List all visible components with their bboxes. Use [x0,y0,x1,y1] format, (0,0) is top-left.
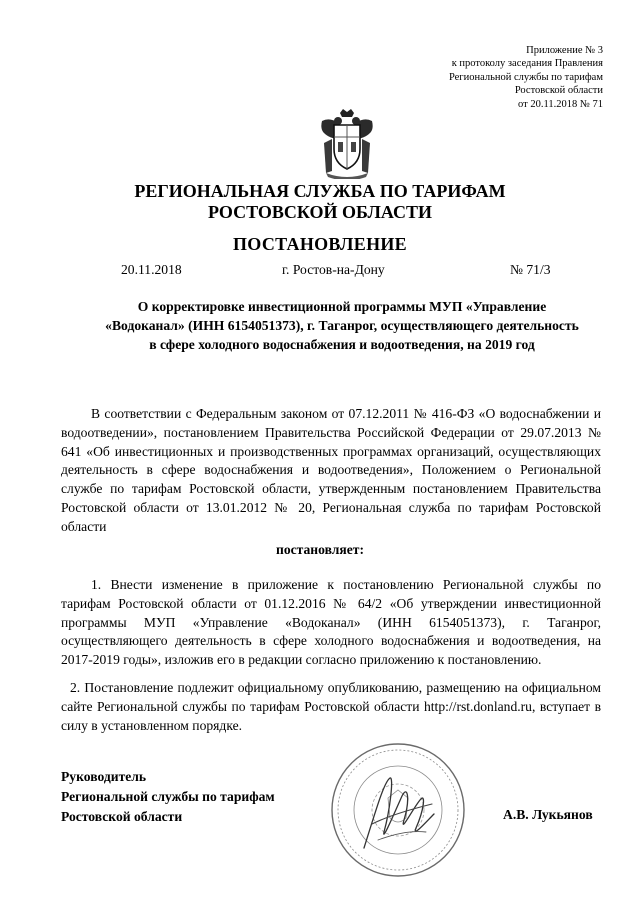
preamble-paragraph: В соответствии с Федеральным законом от 07.12.2011 № 416-ФЗ «О водоснабжении и водоотведении», постановлением Правительства Российской Федерации от 29.07.2013 № 641 «Об инвестиционных и производственных программах организаций, осуществляющих деятельность в сфере водоснабжения и водоотведения», Положением о Региональной службе по тарифам Ростовской области, утвержденным постановлением Правительства Ростовской области от 13.01.2012 № 20, Региональная служба по тарифам Ростовской области [61,406,601,534]
signatory-title [61,767,275,826]
annex-line: к протоколу заседания Правления [451,58,603,70]
annex-reference [373,44,603,111]
signatory-title-line: Региональной службы по тарифам [61,788,275,804]
organization-name-line2: РОСТОВСКОЙ ОБЛАСТИ [208,202,432,222]
coat-of-arms-icon [316,109,378,179]
document-number: № 71/3 [510,262,551,277]
handwritten-signature-icon [354,770,444,860]
annex-line: от 20.11.2018 № 71 [518,98,603,110]
resolves-heading: постановляет: [276,542,364,557]
organization-name-line1: РЕГИОНАЛЬНАЯ СЛУЖБА ПО ТАРИФАМ [134,181,506,201]
resolution-item-2: 2. Постановление подлежит официальному опубликованию, размещению на официальном сайте Региональной службы по тарифам Ростовской области http://rst.donland.ru, вступает в силу в установленном порядке. [61,680,601,733]
annex-line: Приложение № 3 [526,45,603,56]
resolution-item-1: 1. Внести изменение в приложение к постановлению Региональной службы по тарифам Ростовской области от 01.12.2016 № 64/2 «Об утверждении инвестиционной программы МУП «Управление «Водоканал» (ИНН 6154051373), г. Таганрог, осуществляющего деятельность в сфере холодного водоснабжения и водоотведения, на 2017-2019 годы», изложив его в редакции согласно приложению к постановлению. [61,577,601,668]
document-type: ПОСТАНОВЛЕНИЕ [233,234,407,254]
signatory-title-line: Руководитель [61,769,147,784]
annex-line: Региональной службы по тарифам [448,71,603,83]
document-date: 20.11.2018 [121,262,182,277]
signatory-title-line: Ростовской области [61,808,183,824]
document-city: г. Ростов-на-Дону [282,262,385,277]
annex-line: Ростовской области [514,85,603,97]
document-subject: О корректировке инвестиционной программы МУП «Управление «Водоканал» (ИНН 6154051373), г. Таганрог, осуществляющего деятельность в сфере холодного водоснабжения и водоотведения, на 2019 год [105,299,579,352]
signatory-name: А.В. Лукьянов [503,807,593,822]
